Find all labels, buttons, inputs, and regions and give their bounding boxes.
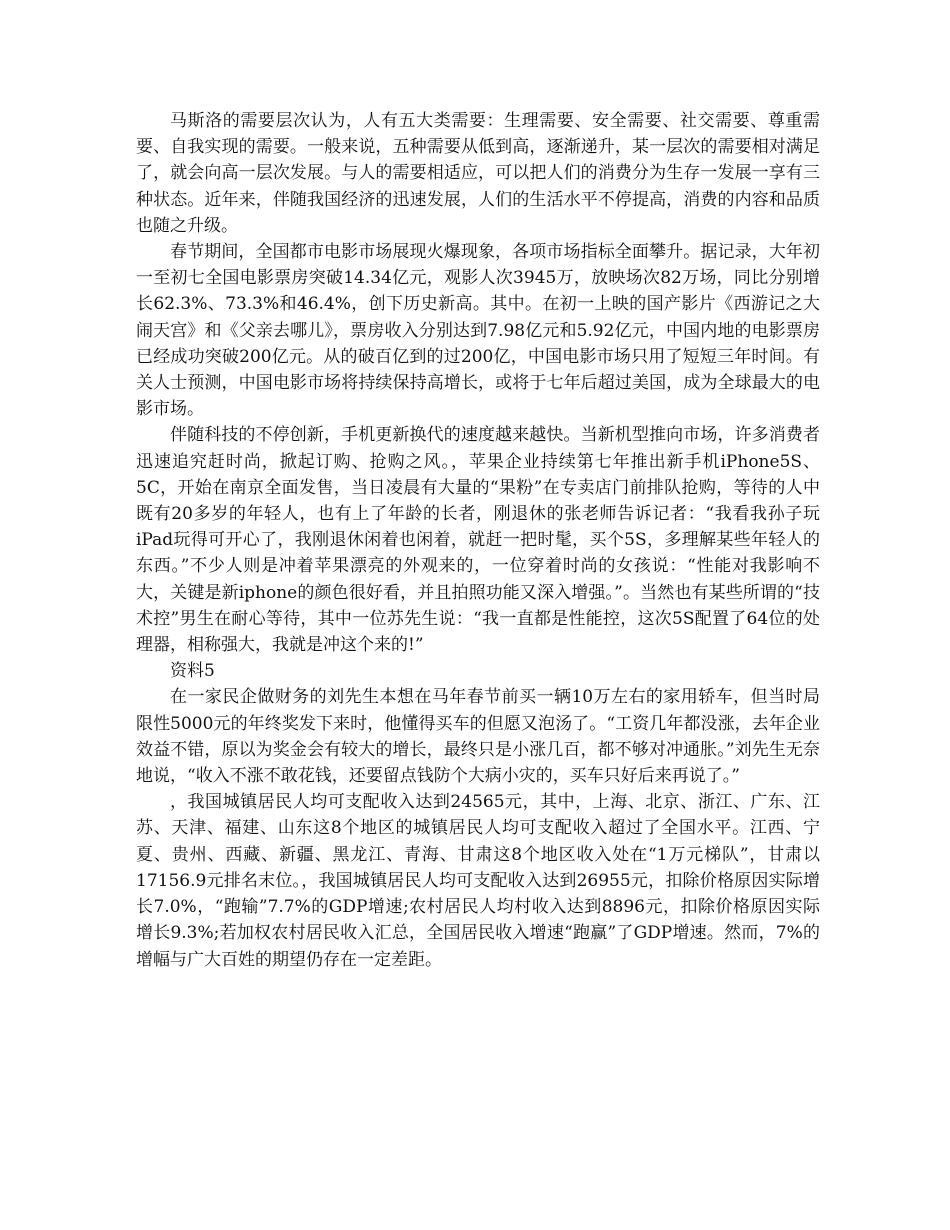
paragraph-mr-liu: 在一家民企做财务的刘先生本想在马年春节前买一辆10万左右的家用轿车，但当时局限性5000元的年终奖发下来时，他懂得买车的但愿又泡汤了。“工资几年都没涨，去年企业效益不错，原以为奖金会有较大的增长，最终只是小涨几百，都不够对冲通胀。”刘先生无奈地说，“收入不涨不敢花钱，还要留点钱防个大病小灾的，买车只好后来再说了。” <box>136 687 820 787</box>
paragraph-income: ，我国城镇居民人均可支配收入达到24565元，其中，上海、北京、浙江、广东、江苏、天津、福建、山东这8个地区的城镇居民人均可支配收入超过了全国水平。江西、宁夏、贵州、西藏、新疆、黑龙江、青海、甘肃这8个地区收入处在“1万元梯队”，甘肃以17156.9元排名末位。，我国城镇居民人均可支配收入达到26955元，扣除价格原因实际增长7.0%，“跑输”7.7%的GDP增速;农村居民人均村收入达到8896元，扣除价格原因实际增长9.3%;若加权农村居民收入汇总，全国居民收入增速“跑赢”了GDP增速。然而，7%的增幅与广大百姓的期望仍存在一定差距。 <box>136 792 820 970</box>
paragraph-iphone: 伴随科技的不停创新，手机更新换代的速度越来越快。当新机型推向市场，许多消费者迅速追究赶时尚，掀起订购、抢购之风。，苹果企业持续第七年推出新手机iPhone5S、5C，开始在南京全面发售，当日凌晨有大量的“果粉”在专卖店门前排队抢购，等待的人中既有20多岁的年轻人，也有上了年龄的长者，刚退休的张老师告诉记者：“我看我孙子玩iPad玩得可开心了，我刚退休闲着也闲着，就赶一把时髦，买个5S，多理解某些年轻人的东西。”不少人则是冲着苹果漂亮的外观来的，一位穿着时尚的女孩说：“性能对我影响不大，关键是新iphone的颜色很好看，并且拍照功能又深入增强。”。当然也有某些所谓的“技术控”男生在耐心等待，其中一位苏先生说：“我一直都是性能控，这次5S配置了64位的处理器，相称强大，我就是冲这个来的!” <box>136 425 820 656</box>
section-heading: 资料5 <box>170 661 215 682</box>
paragraph-film-market: 春节期间，全国都市电影市场展现火爆现象，各项市场指标全面攀升。据记录，大年初一至初七全国电影票房突破14.34亿元，观影人次3945万，放映场次82万场，同比分别增长62.3%、73.3%和46.4%，创下历史新高。其中。在初一上映的国产影片《西游记之大闹天宫》和《父亲去哪儿》，票房收入分别达到7.98亿元和5.92亿元，中国内地的电影票房已经成功突破200亿元。从的破百亿到的过200亿，中国电影市场只用了短短三年时间。有关人士预测，中国电影市场将持续保持高增长，或将于七年后超过美国，成为全球最大的电影市场。 <box>136 242 820 420</box>
document-page <box>136 108 820 973</box>
paragraph-maslow: 马斯洛的需要层次认为，人有五大类需要：生理需要、安全需要、社交需要、尊重需要、自我实现的需要。一般来说，五种需要从低到高，逐渐递升，某一层次的需要相对满足了，就会向高一层次发展。与人的需要相适应，可以把人们的消费分为生存一发展一享有三种状态。近年来，伴随我国经济的迅速发展，人们的生活水平不停提高，消费的内容和品质也随之升级。 <box>136 111 820 236</box>
